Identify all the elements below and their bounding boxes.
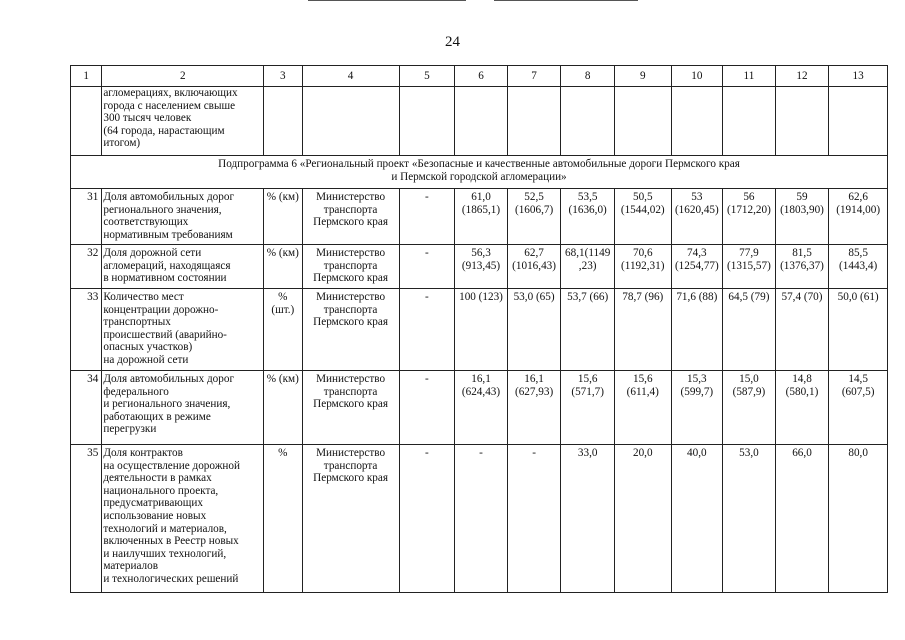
indicators-table bbox=[70, 65, 888, 593]
base-value-cell: - bbox=[399, 445, 455, 593]
value-cell: 56,3 (913,45) bbox=[455, 245, 508, 289]
executor-cell: Министерство транспорта Пермского края bbox=[302, 245, 399, 289]
value-cell: 15,6 (571,7) bbox=[561, 371, 615, 445]
unit-cell: % (шт.) bbox=[264, 289, 302, 371]
header-cell: 5 bbox=[399, 66, 455, 87]
value-cell: 20,0 bbox=[614, 445, 671, 593]
row-number: 33 bbox=[71, 289, 102, 371]
value-cell: 15,6 (611,4) bbox=[614, 371, 671, 445]
header-cell: 12 bbox=[775, 66, 829, 87]
value-cell: 53,5 (1636,0) bbox=[561, 189, 615, 245]
value-cell: 14,8 (580,1) bbox=[775, 371, 829, 445]
table-row bbox=[71, 371, 888, 445]
table-row bbox=[71, 245, 888, 289]
value-cell: 62,6 (1914,00) bbox=[829, 189, 888, 245]
table-row bbox=[71, 445, 888, 593]
row-number: 31 bbox=[71, 189, 102, 245]
unit-cell: % (км) bbox=[264, 245, 302, 289]
header-cell: 7 bbox=[507, 66, 561, 87]
header-cell: 1 bbox=[71, 66, 102, 87]
value-cell: 52,5 (1606,7) bbox=[507, 189, 561, 245]
executor-cell: Министерство транспорта Пермского края bbox=[302, 189, 399, 245]
value-cell: 56 (1712,20) bbox=[723, 189, 776, 245]
subprogram-title: Подпрограмма 6 «Региональный проект «Безопасные и качественные автомобильные дороги Пермского края и Пермской городской агломерации» bbox=[71, 156, 888, 189]
value-cell: 70,6 (1192,31) bbox=[614, 245, 671, 289]
value-cell: 50,0 (61) bbox=[829, 289, 888, 371]
value-cell: 74,3 (1254,77) bbox=[671, 245, 723, 289]
top-rule-right bbox=[494, 0, 638, 1]
indicator-name: Доля автомобильных дорог регионального значения, соответствующих нормативным требованиям bbox=[102, 189, 264, 245]
value-cell: 71,6 (88) bbox=[671, 289, 723, 371]
indicator-name: Количество мест концентрации дорожно- транспортных происшествий (аварийно- опасных участков) на дорожной сети bbox=[102, 289, 264, 371]
value-cell: 81,5 (1376,37) bbox=[775, 245, 829, 289]
row-number: 32 bbox=[71, 245, 102, 289]
value-cell: 78,7 (96) bbox=[614, 289, 671, 371]
unit-cell: % (км) bbox=[264, 371, 302, 445]
executor-cell: Министерство транспорта Пермского края bbox=[302, 289, 399, 371]
value-cell: 15,3 (599,7) bbox=[671, 371, 723, 445]
value-cell: 64,5 (79) bbox=[723, 289, 776, 371]
value-cell: - bbox=[507, 445, 561, 593]
header-cell: 10 bbox=[671, 66, 723, 87]
value-cell: 85,5 (1443,4) bbox=[829, 245, 888, 289]
value-cell: 14,5 (607,5) bbox=[829, 371, 888, 445]
value-cell: 53,7 (66) bbox=[561, 289, 615, 371]
row-number: 35 bbox=[71, 445, 102, 593]
page-number: 24 bbox=[445, 34, 460, 50]
value-cell: 68,1(1149 ,23) bbox=[561, 245, 615, 289]
header-cell: 8 bbox=[561, 66, 615, 87]
indicator-name: Доля контрактов на осуществление дорожной деятельности в рамках национального проекта, предусматривающих использование новых технологий и материалов, включенных в Реестр новых и наилучших технологий, материалов и технологических решений bbox=[102, 445, 264, 593]
value-cell: - bbox=[455, 445, 508, 593]
header-cell: 2 bbox=[102, 66, 264, 87]
column-number-row bbox=[71, 66, 888, 87]
value-cell: 62,7 (1016,43) bbox=[507, 245, 561, 289]
value-cell: 80,0 bbox=[829, 445, 888, 593]
value-cell: 57,4 (70) bbox=[775, 289, 829, 371]
table-row-continuation bbox=[71, 87, 888, 156]
top-rule-left bbox=[308, 0, 466, 1]
unit-cell: % (км) bbox=[264, 189, 302, 245]
value-cell: 59 (1803,90) bbox=[775, 189, 829, 245]
value-cell: 15,0 (587,9) bbox=[723, 371, 776, 445]
table-row bbox=[71, 189, 888, 245]
header-cell: 3 bbox=[264, 66, 302, 87]
value-cell: 33,0 bbox=[561, 445, 615, 593]
value-cell: 61,0 (1865,1) bbox=[455, 189, 508, 245]
unit-cell: % bbox=[264, 445, 302, 593]
header-cell: 11 bbox=[723, 66, 776, 87]
value-cell: 50,5 (1544,02) bbox=[614, 189, 671, 245]
value-cell: 53 (1620,45) bbox=[671, 189, 723, 245]
value-cell: 53,0 (65) bbox=[507, 289, 561, 371]
value-cell: 16,1 (624,43) bbox=[455, 371, 508, 445]
base-value-cell: - bbox=[399, 245, 455, 289]
table-row bbox=[71, 289, 888, 371]
indicator-name: Доля автомобильных дорог федерального и регионального значения, работающих в режиме перегрузки bbox=[102, 371, 264, 445]
header-cell: 4 bbox=[302, 66, 399, 87]
value-cell: 100 (123) bbox=[455, 289, 508, 371]
header-cell: 6 bbox=[455, 66, 508, 87]
row-number: 34 bbox=[71, 371, 102, 445]
value-cell: 66,0 bbox=[775, 445, 829, 593]
value-cell: 53,0 bbox=[723, 445, 776, 593]
indicator-name: агломерациях, включающих города с населением свыше 300 тысяч человек (64 города, нарастающим итогом) bbox=[102, 87, 264, 156]
value-cell: 40,0 bbox=[671, 445, 723, 593]
value-cell: 77,9 (1315,57) bbox=[723, 245, 776, 289]
subprogram-row bbox=[71, 156, 888, 189]
base-value-cell: - bbox=[399, 371, 455, 445]
value-cell: 16,1 (627,93) bbox=[507, 371, 561, 445]
header-cell: 13 bbox=[829, 66, 888, 87]
base-value-cell: - bbox=[399, 289, 455, 371]
executor-cell: Министерство транспорта Пермского края bbox=[302, 445, 399, 593]
header-cell: 9 bbox=[614, 66, 671, 87]
executor-cell: Министерство транспорта Пермского края bbox=[302, 371, 399, 445]
base-value-cell: - bbox=[399, 189, 455, 245]
indicator-name: Доля дорожной сети агломераций, находящаяся в нормативном состоянии bbox=[102, 245, 264, 289]
